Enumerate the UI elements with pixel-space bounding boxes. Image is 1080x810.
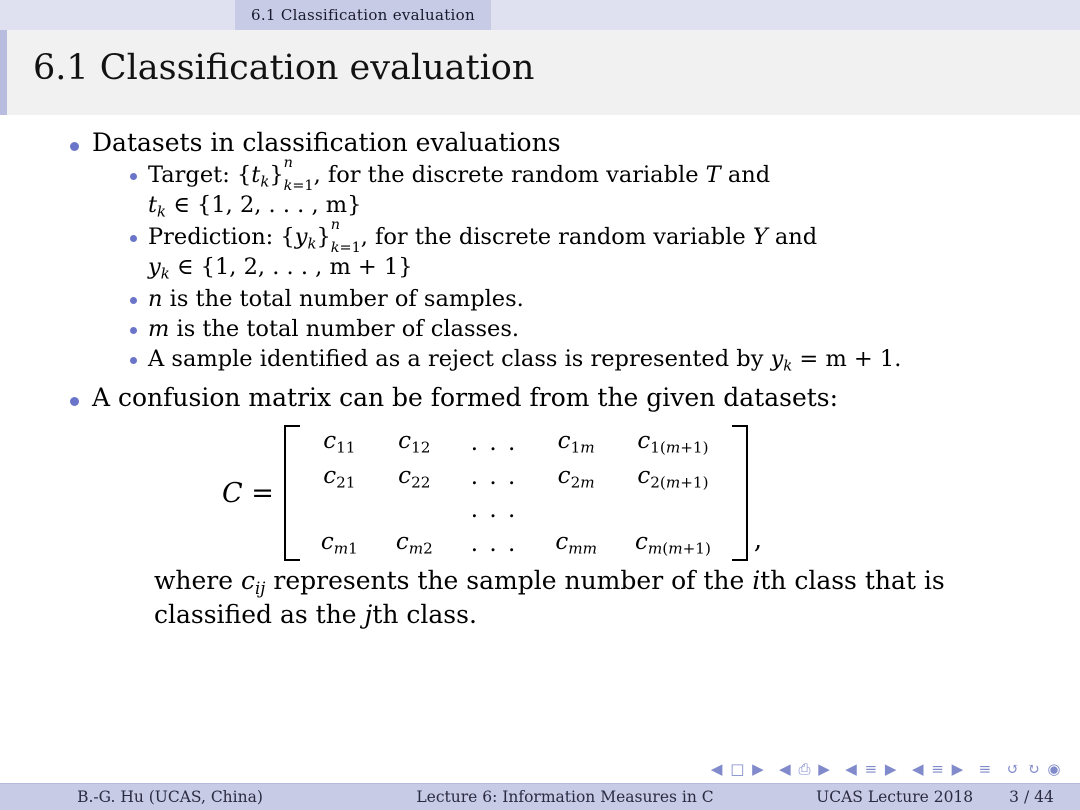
nav-zoom-icon[interactable]: ↺ ↻ ◉: [1006, 760, 1062, 778]
page-title: 6.1 Classification evaluation: [33, 48, 535, 88]
left-bracket: [284, 425, 300, 561]
prediction-tail: and: [767, 223, 818, 250]
target-label: Target:: [148, 161, 237, 188]
matrix-cell: $c1_m$: [557, 428, 595, 457]
header-section-tab[interactable]: 6.1 Classification evaluation: [235, 0, 491, 30]
list-item: [120, 345, 1080, 375]
target-mid: , for the discrete random variable: [313, 161, 706, 188]
m-description: is the total number of classes.: [169, 315, 520, 342]
matrix-cell: $c_m1$: [320, 529, 358, 558]
footer-author: B.-G. Hu (UCAS, China): [77, 788, 263, 806]
bullet-text-confusion: A confusion matrix can be formed from the given datasets:: [92, 382, 839, 412]
bullet-icon: [70, 397, 79, 406]
where-mid2: th class that is classified as the: [154, 565, 945, 630]
matrix-cell-dots: . . .: [470, 429, 518, 456]
symbol-m: m: [148, 315, 170, 342]
bullet-text-m: [120, 315, 1080, 343]
footer-lecture-title: Lecture 6: Information Measures in C: [416, 788, 714, 806]
matrix-cell: c21: [323, 462, 356, 492]
list-item: [62, 128, 1080, 375]
matrix-brackets: [284, 425, 748, 561]
matrix-description: where $c_{ij}$ represents the sample number of the ith class that is classified as the jth class.: [154, 565, 945, 630]
prediction-mid: , for the discrete random variable: [360, 223, 753, 250]
where-tail: th class.: [372, 600, 477, 630]
where-label: where: [154, 565, 241, 595]
where-mid: represents the sample number of the: [265, 565, 753, 595]
symbol-n: n: [148, 285, 163, 312]
list-item: [120, 315, 1080, 343]
matrix-cell: $c2(_m+1)$: [637, 462, 709, 492]
footer-bar: [0, 783, 1080, 810]
nav-next-subsection-icon[interactable]: ◀ ≡ ▶: [911, 760, 965, 778]
matrix-label: C =: [222, 477, 274, 509]
table-row: [302, 526, 730, 561]
matrix-body: [302, 425, 730, 561]
bullet-text-reject: A sample identified as a reject class is represented by $y_k = m + 1$.: [148, 345, 902, 375]
bullet-list-level2: [62, 155, 1080, 375]
footer-page-number: 3 / 44: [1009, 788, 1054, 806]
bullet-text-n: [120, 285, 1080, 313]
matrix-table: [302, 425, 730, 561]
prediction-range: ∈ {1, 2, . . . , m + 1}: [169, 253, 413, 280]
matrix-comma: ,: [753, 524, 763, 555]
matrix-cell-dots: . . .: [470, 530, 518, 557]
list-item: [120, 155, 1080, 221]
matrix-cell: $c_m(_m+1)$: [634, 529, 711, 558]
title-bar: [0, 30, 1080, 115]
reject-label: A sample identified as a reject class is represented by: [148, 345, 771, 372]
bullet-icon: [130, 297, 137, 304]
table-row: [302, 460, 730, 495]
target-tail: and: [720, 161, 771, 188]
matrix-cell: [302, 494, 377, 526]
matrix-cell: c12: [398, 428, 431, 457]
footer-course: UCAS Lecture 2018: [816, 788, 974, 806]
matrix-cell: $c2_m$: [557, 462, 595, 492]
matrix-cell-dots: . . .: [470, 497, 518, 524]
nav-section-icon[interactable]: ≡: [978, 760, 993, 778]
matrix-cell: c22: [398, 462, 431, 492]
confusion-matrix: [62, 425, 1080, 561]
table-row: [302, 494, 730, 526]
matrix-cell: $c_m2$: [395, 529, 433, 558]
bullet-icon: [130, 235, 137, 242]
n-description: is the total number of samples.: [162, 285, 524, 312]
navigation-icons[interactable]: [711, 760, 1062, 778]
bullet-icon: [130, 173, 137, 180]
list-item: [120, 285, 1080, 313]
bullet-icon: [130, 327, 137, 334]
reject-tail: = m + 1.: [792, 345, 902, 372]
nav-first-icon[interactable]: ◀ □ ▶: [710, 760, 766, 778]
target-range: ∈ {1, 2, . . . , m}: [166, 191, 362, 218]
matrix-cell: $c_{mm}$: [555, 529, 597, 558]
nav-prev-subsection-icon[interactable]: ◀ ≡ ▶: [845, 760, 898, 778]
list-item: [62, 383, 1080, 631]
table-row: [302, 425, 730, 460]
bullet-text-prediction: Prediction: $\{y_k\}$ n k=1 , for the discrete random variable Y and $y_k$ ∈ {1, 2, . . . , m + 1}: [148, 217, 818, 282]
bullet-text: Datasets in classification evaluations: [92, 128, 561, 157]
matrix-cell: $c1(_m+1)$: [637, 428, 709, 457]
bullet-text-target: Target: $\{t_k\}$ n k=1 , for the discrete random variable T and $t_k$ ∈ {1, 2, . . . , m}: [148, 155, 771, 220]
right-bracket: [732, 425, 748, 561]
footer-right: [790, 788, 1080, 806]
prediction-label: Prediction:: [148, 223, 281, 250]
matrix-cell: c11: [323, 428, 356, 457]
matrix-cell: [377, 494, 452, 526]
nav-prev-frame-icon[interactable]: ◀ ⎙ ▶: [779, 760, 832, 778]
bullet-icon: [70, 142, 79, 151]
bullet-list-level1: [0, 128, 1080, 631]
slide-body: [0, 128, 1080, 633]
matrix-cell-dots: . . .: [470, 464, 518, 491]
header-bar: [0, 0, 1080, 30]
list-item: [120, 217, 1080, 283]
bullet-icon: [130, 357, 137, 364]
matrix-cell: [616, 494, 730, 526]
matrix-cell: [536, 494, 616, 526]
